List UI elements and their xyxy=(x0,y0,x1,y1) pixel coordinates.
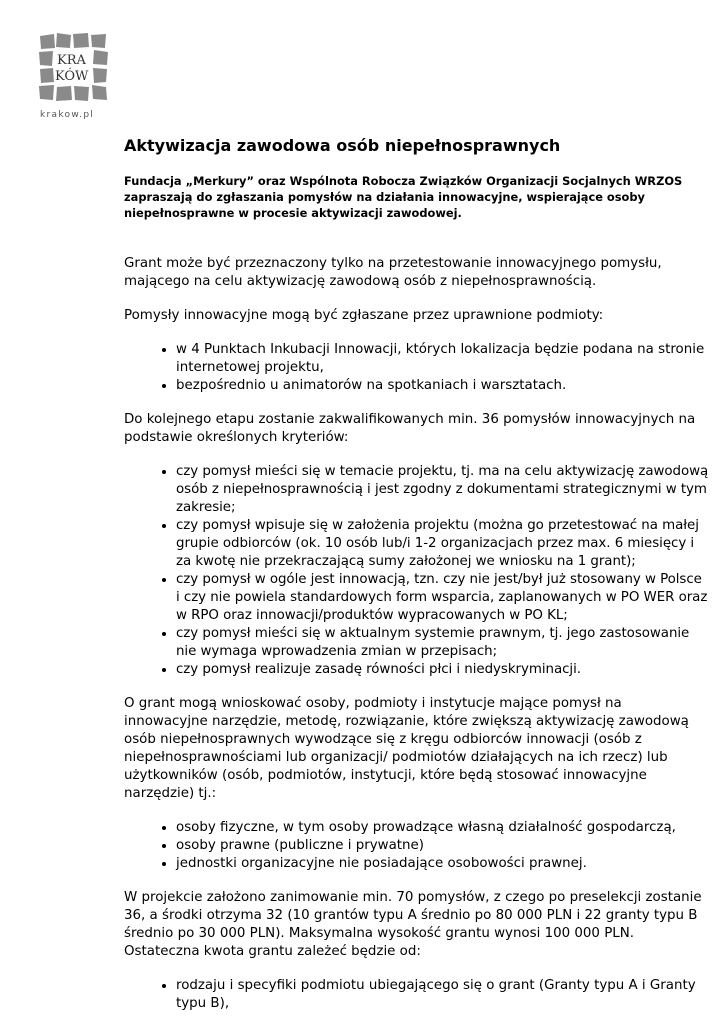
list-item: • osoby fizyczne, w tym osoby prowadzące własną działalność gospodarczą, xyxy=(176,819,709,837)
list-item: • czy pomysł wpisuje się w założenia projektu (można go przetestować na małej grupie odbiorców (ok. 10 osób lub/i 1-2 organizacjach przez max. 6 miesięcy i za kwotę nie przekraczającą sumy założonej we wniosku na 1 grant); xyxy=(176,517,709,571)
list-item: • czy pomysł w ogóle jest innowacją, tzn. czy nie jest/był już stosowany w Polsce i czy nie powiela standardowych form wsparcia, zaplanowanych w PO WER oraz w RPO oraz innowacji/produktów wypracowanych w PO KL; xyxy=(176,571,709,625)
list-item: • jednostki organizacyjne nie posiadające osobowości prawnej. xyxy=(176,855,709,873)
paragraph-qualification: Do kolejnego etapu zostanie zakwalifikowanych min. 36 pomysłów innowacyjnych na podstawie określonych kryteriów: xyxy=(124,412,696,445)
list-item: • rodzaju i specyfiki podmiotu ubiegającego się o grant (Granty typu A i Granty typu B), xyxy=(176,977,709,1013)
document-body xyxy=(124,135,709,1029)
paragraph-grant-purpose: Grant może być przeznaczony tylko na przetestowanie innowacyjnego pomysłu, mającego na celu aktywizację zawodową osób z niepełnosprawnością. xyxy=(124,256,662,289)
list-item: • czy pomysł mieści się w temacie projektu, tj. ma na celu aktywizację zawodową osób z niepełnosprawnością i jest zgodny z dokumentami strategicznymi w tym zakresie; xyxy=(176,463,709,517)
criteria-list xyxy=(124,463,709,679)
logo-text-kow: KÓW xyxy=(55,69,89,84)
intro-paragraph: Fundacja „Merkury” oraz Wspólnota Robocza Związków Organizacji Socjalnych WRZOS zapraszają do zgłaszania pomysłów na działania innowacyjne, wspierające osoby niepełnosprawne w procesie aktywizacji zawodowej. xyxy=(124,174,683,220)
list-item: • bezpośrednio u animatorów na spotkaniach i warsztatach. xyxy=(176,377,709,395)
submission-channels-list xyxy=(124,341,709,395)
eligible-entities-list xyxy=(124,819,709,873)
paragraph-grant-amounts: W projekcie założono zanimowanie min. 70 pomysłów, z czego po preselekcji zostanie 36, a środki otrzyma 32 (10 grantów typu A średnio po 80 000 PLN i 22 granty typu B średnio po 30 000 PLN). Maksymalna wysokość grantu wynosi 100 000 PLN. Ostateczna kwota grantu zależeć będzie od: xyxy=(124,890,702,959)
page-title: Aktywizacja zawodowa osób niepełnosprawnych xyxy=(124,136,561,155)
list-item: • osoby prawne (publiczne i prywatne) xyxy=(176,837,709,855)
logo-url: krakow.pl xyxy=(40,110,95,120)
paragraph-eligibility: O grant mogą wnioskować osoby, podmioty i instytucje mające pomysł na innowacyjne narzędzie, metodę, rozwiązanie, które zwiększą aktywizację zawodową osób niepełnosprawnych wywodzące się z kręgu odbiorców innowacji (osób z niepełnosprawnościami lub organizacji/ podmiotów działających na ich rzecz) lub użytkowników (osób, podmiotów, instytucji, które będą stosować innowacyjne narzędzie) tj.: xyxy=(124,696,689,801)
krakow-logo-mark xyxy=(38,30,118,110)
logo-text-kra: KRA xyxy=(57,53,86,68)
list-item: • w 4 Punktach Inkubacji Innowacji, których lokalizacja będzie podana na stronie internetowej projektu, xyxy=(176,341,709,377)
krakow-logo xyxy=(38,30,118,122)
list-item: • czy pomysł realizuje zasadę równości płci i niedyskryminacji. xyxy=(176,661,709,679)
grant-factors-list xyxy=(124,977,709,1013)
list-item: • czy pomysł mieści się w aktualnym systemie prawnym, tj. jego zastosowanie nie wymaga wprowadzenia zmian w przepisach; xyxy=(176,625,709,661)
paragraph-submission: Pomysły innowacyjne mogą być zgłaszane przez uprawnione podmioty: xyxy=(124,308,604,323)
